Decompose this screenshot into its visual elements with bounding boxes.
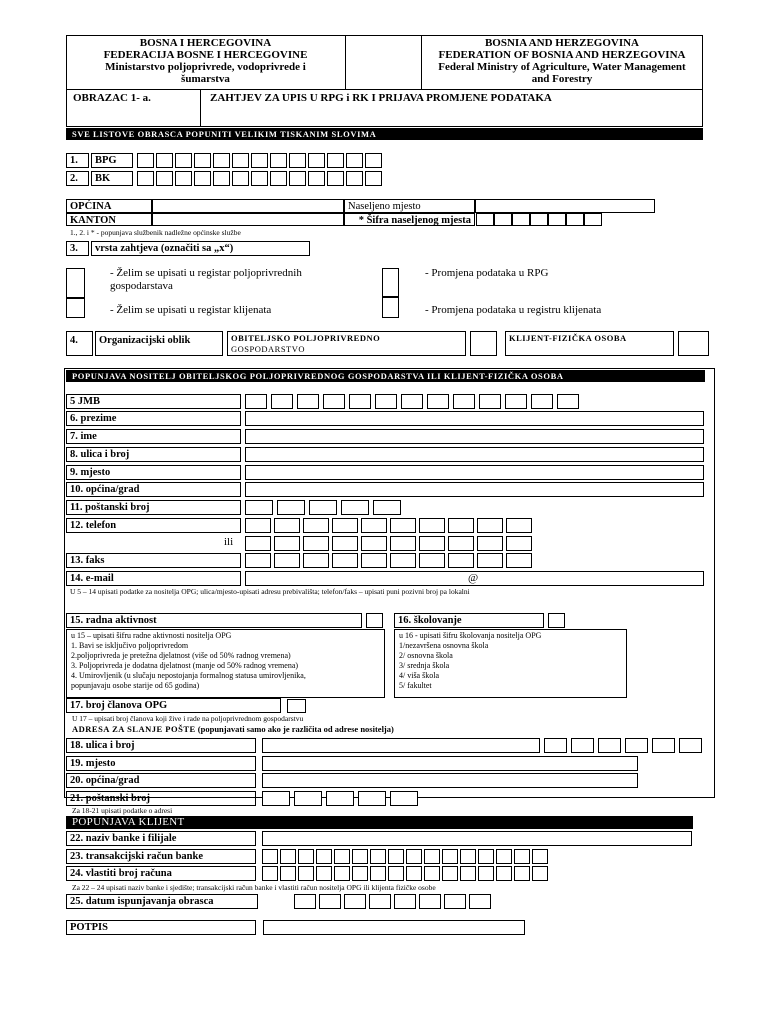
sifra-box[interactable] [530, 213, 548, 226]
datum-box[interactable] [394, 894, 416, 909]
skolovanje-line3: 2/ osnovna škola [399, 651, 453, 660]
telefon-box[interactable] [274, 518, 300, 533]
sec1-num: 1. [66, 153, 89, 168]
adresa-postanski-box[interactable] [326, 791, 354, 806]
vlastiti-racun-box[interactable] [280, 866, 296, 881]
adresa-extra-box[interactable] [625, 738, 648, 753]
telefon-alt-box[interactable] [245, 536, 271, 551]
banka-note: Za 22 – 24 upisati naziv banke i sjedište; transakcijski račun banke i vlastiti račun nositelja OPG ili klijenta fizičke osobe [72, 883, 436, 892]
adresa-extra-box[interactable] [598, 738, 621, 753]
bk-box[interactable] [156, 171, 173, 186]
org-oblik-label: Organizacijski oblik [95, 331, 223, 356]
opcina-label: OPĆINA [66, 199, 152, 213]
jmb-box[interactable] [297, 394, 319, 409]
opcina-input[interactable] [152, 199, 344, 213]
adresa-title-sub: (popunjavati samo ako je različita od adrese nositelja) [195, 724, 394, 734]
adresa-postanski-box[interactable] [358, 791, 386, 806]
transakcijski-racun-box[interactable] [478, 849, 494, 864]
opt-promjena-klijent: - Promjena podataka u registru klijenata [425, 304, 602, 316]
naselje-label: Naseljeno mjesto [344, 199, 475, 213]
header-divider-3 [200, 89, 201, 127]
vlastiti-racun-box[interactable] [262, 866, 278, 881]
aktivnost-line2: 1. Bavi se isključivo poljoprivredom [71, 641, 189, 650]
postanski-broj-box[interactable] [309, 500, 337, 515]
potpis-input[interactable] [263, 920, 525, 935]
transakcijski-racun-box[interactable] [424, 849, 440, 864]
telefon-box[interactable] [361, 518, 387, 533]
header-divider-1 [345, 35, 346, 90]
transakcijski-racun-box[interactable] [514, 849, 530, 864]
sifra-box[interactable] [584, 213, 602, 226]
postanski-broj-label: 11. poštanski broj [66, 500, 241, 515]
header-right-line3: Federal Ministry of Agriculture, Water Management [438, 61, 686, 73]
instruction-bar: SVE LISTOVE OBRASCA POPUNITI VELIKIM TISKANIM SLOVIMA [66, 128, 703, 140]
ili-label: ili [224, 536, 234, 548]
vlastiti-racun-box[interactable] [298, 866, 314, 881]
checkbox-upis-rpg[interactable] [66, 268, 85, 298]
header-left [66, 37, 345, 85]
aktivnost-box [66, 629, 385, 698]
adresa-title-main: ADRESA ZA SLANJE POŠTE [72, 724, 196, 734]
adresa-title [72, 724, 394, 734]
nositelj-bar: POPUNJAVA NOSITELJ OBITELJSKOG POLJOPRIVREDNOG GOSPODARSTVA ILI KLIJENT-FIZIČKA OSOBA [66, 370, 705, 382]
vlastiti-racun-box[interactable] [352, 866, 368, 881]
form-title: ZAHTJEV ZA UPIS U RPG i RK I PRIJAVA PROMJENE PODATAKA [210, 92, 552, 104]
adresa-postanski-box[interactable] [390, 791, 418, 806]
datum-box[interactable] [319, 894, 341, 909]
bpg-box[interactable] [365, 153, 382, 168]
header-right-line4: and Forestry [531, 73, 593, 85]
bk-box[interactable] [251, 171, 268, 186]
jmb-box[interactable] [557, 394, 579, 409]
potpis-label: POTPIS [66, 920, 256, 935]
checkbox-opg[interactable] [470, 331, 497, 356]
prezime-input[interactable] [245, 411, 704, 426]
jmb-box[interactable] [271, 394, 293, 409]
adresa-opcina-input[interactable] [262, 773, 638, 788]
sifra-naselja-label: * Šifra naseljenog mjesta [344, 213, 475, 226]
ime-label: 7. ime [66, 429, 241, 444]
bpg-box[interactable] [308, 153, 325, 168]
telefon-alt-box[interactable] [477, 536, 503, 551]
sec3-num: 3. [66, 241, 89, 256]
transakcijski-racun-box[interactable] [532, 849, 548, 864]
header-left-line3: Ministarstvo poljoprivrede, vodoprivrede i [105, 61, 306, 73]
datum-box[interactable] [444, 894, 466, 909]
bk-box[interactable] [327, 171, 344, 186]
vlastiti-racun-box[interactable] [532, 866, 548, 881]
telefon-alt-box[interactable] [274, 536, 300, 551]
transakcijski-racun-box[interactable] [496, 849, 512, 864]
aktivnost-line4: 3. Poljoprivreda je dodatna djelatnost (manje od 50% radnog vremena) [71, 661, 299, 670]
radna-aktivnost-label: 15. radna aktivnost [66, 613, 362, 628]
mjesto-input[interactable] [245, 465, 704, 480]
faks-box[interactable] [448, 553, 474, 568]
checkbox-klijent[interactable] [678, 331, 709, 356]
vlastiti-racun-box[interactable] [424, 866, 440, 881]
telefon-box[interactable] [390, 518, 416, 533]
bk-box[interactable] [137, 171, 154, 186]
vrsta-zahtjeva-label: vrsta zahtjeva (označiti sa „x“) [91, 241, 310, 256]
opt-upis-klijent: - Želim se upisati u registar klijenata [110, 304, 272, 316]
bk-label: BK [91, 171, 133, 186]
kanton-label: KANTON [66, 213, 152, 226]
telefon-label: 12. telefon [66, 518, 241, 533]
faks-box[interactable] [477, 553, 503, 568]
telefon-box[interactable] [419, 518, 445, 533]
bpg-box[interactable] [213, 153, 230, 168]
broj-clanova-input[interactable] [287, 699, 306, 713]
bpg-box[interactable] [327, 153, 344, 168]
transakcijski-racun-box[interactable] [352, 849, 368, 864]
vlastiti-racun-box[interactable] [316, 866, 332, 881]
faks-box[interactable] [361, 553, 387, 568]
faks-box[interactable] [419, 553, 445, 568]
jmb-box[interactable] [531, 394, 553, 409]
checkbox-upis-klijent[interactable] [66, 298, 85, 318]
transakcijski-racun-label: 23. transakcijski račun banke [66, 849, 256, 864]
broj-clanova-note: U 17 – upisati broj članova koji žive i rade na poljoprivrednom gospodarstvu [72, 714, 304, 723]
datum-box[interactable] [419, 894, 441, 909]
sec4-num: 4. [66, 331, 93, 356]
faks-box[interactable] [390, 553, 416, 568]
adresa-extra-box[interactable] [571, 738, 594, 753]
jmb-box[interactable] [349, 394, 371, 409]
bk-box[interactable] [175, 171, 192, 186]
bk-box[interactable] [213, 171, 230, 186]
opt-promjena-rpg: - Promjena podataka u RPG [425, 267, 549, 279]
klijent-option: KLIJENT-FIZIČKA OSOBA [505, 331, 674, 356]
adresa-postanski-box[interactable] [294, 791, 322, 806]
transakcijski-racun-box[interactable] [334, 849, 350, 864]
vlastiti-racun-box[interactable] [370, 866, 386, 881]
skolovanje-label: 16. školovanje [394, 613, 544, 628]
bpg-box[interactable] [251, 153, 268, 168]
jmb-box[interactable] [375, 394, 397, 409]
bk-box[interactable] [270, 171, 287, 186]
telefon-box[interactable] [477, 518, 503, 533]
transakcijski-racun-box[interactable] [280, 849, 296, 864]
jmb-box[interactable] [479, 394, 501, 409]
transakcijski-racun-box[interactable] [316, 849, 332, 864]
opg-option-line2: GOSPODARSTVO [231, 344, 306, 354]
bpg-box[interactable] [270, 153, 287, 168]
sifra-box[interactable] [512, 213, 530, 226]
datum-box[interactable] [344, 894, 366, 909]
mjesto-label: 9. mjesto [66, 465, 241, 480]
email-at-sign: @ [468, 572, 479, 584]
skolovanje-box [394, 629, 627, 698]
bpg-box[interactable] [232, 153, 249, 168]
ulica-broj-label: 8. ulica i broj [66, 447, 241, 462]
vlastiti-racun-box[interactable] [460, 866, 476, 881]
bpg-box[interactable] [289, 153, 306, 168]
checkbox-promjena-klijent[interactable] [382, 297, 399, 318]
telefon-alt-box[interactable] [361, 536, 387, 551]
bpg-box[interactable] [156, 153, 173, 168]
telefon-alt-box[interactable] [332, 536, 358, 551]
checkbox-promjena-rpg[interactable] [382, 268, 399, 297]
transakcijski-racun-box[interactable] [298, 849, 314, 864]
faks-box[interactable] [332, 553, 358, 568]
sec2-num: 2. [66, 171, 89, 186]
naziv-banke-label: 22. naziv banke i filijale [66, 831, 256, 846]
aktivnost-line5: 4. Umirovljenik (u slučaju nepostojanja formalnog statusa umirovljenika, [71, 671, 306, 680]
skolovanje-line1: u 16 - upisati šifru školovanja nositelja OPG [399, 631, 542, 640]
postanski-broj-box[interactable] [245, 500, 273, 515]
skolovanje-line6: 5/ fakultet [399, 681, 432, 690]
skolovanje-line4: 3/ srednja škola [399, 661, 450, 670]
vlastiti-racun-label: 24. vlastiti broj računa [66, 866, 256, 881]
opt-upis-rpg-line2: gospodarstava [110, 280, 173, 292]
opt-upis-rpg [110, 267, 302, 293]
ime-input[interactable] [245, 429, 704, 444]
broj-clanova-label: 17. broj članova OPG [66, 698, 281, 713]
opcina-grad-label: 10. općina/grad [66, 482, 241, 497]
opt-upis-rpg-line1: - Želim se upisati u registar poljoprivrednih [110, 267, 302, 279]
prezime-label: 6. prezime [66, 411, 241, 426]
aktivnost-line6: popunjavaju osobe starije od 65 godina) [71, 681, 200, 690]
telefon-box[interactable] [303, 518, 329, 533]
naziv-banke-input[interactable] [262, 831, 692, 846]
bpg-box[interactable] [137, 153, 154, 168]
adresa-extra-box[interactable] [544, 738, 567, 753]
transakcijski-racun-box[interactable] [262, 849, 278, 864]
adresa-mjesto-input[interactable] [262, 756, 638, 771]
adresa-extra-box[interactable] [679, 738, 702, 753]
telefon-alt-box[interactable] [419, 536, 445, 551]
telefon-alt-box[interactable] [448, 536, 474, 551]
vlastiti-racun-box[interactable] [334, 866, 350, 881]
bk-box[interactable] [194, 171, 211, 186]
skolovanje-line2: 1/nezavršena osnovna škola [399, 641, 489, 650]
vlastiti-racun-box[interactable] [496, 866, 512, 881]
form-code: OBRAZAC 1- a. [73, 92, 151, 104]
faks-box[interactable] [274, 553, 300, 568]
skolovanje-line5: 4/ viša škola [399, 671, 439, 680]
header-left-line2: FEDERACIJA BOSNE I HERCEGOVINE [103, 49, 308, 61]
adresa-note: Za 18-21 upisati podatke o adresi [72, 806, 173, 815]
vlastiti-racun-box[interactable] [478, 866, 494, 881]
jmb-box[interactable] [427, 394, 449, 409]
opcina-grad-input[interactable] [245, 482, 704, 497]
sifra-box[interactable] [476, 213, 494, 226]
naselje-input[interactable] [475, 199, 655, 213]
opcina-note: 1., 2. i * - popunjava službenik nadležne općinske službe [70, 228, 241, 237]
opg-option [227, 331, 466, 356]
faks-box[interactable] [245, 553, 271, 568]
faks-box[interactable] [506, 553, 532, 568]
datum-box[interactable] [469, 894, 491, 909]
datum-label: 25. datum ispunjavanja obrasca [66, 894, 258, 909]
telefon-alt-box[interactable] [390, 536, 416, 551]
datum-box[interactable] [369, 894, 391, 909]
header-right [421, 37, 703, 85]
sifra-box[interactable] [548, 213, 566, 226]
jmb-box[interactable] [505, 394, 527, 409]
adresa-ulica-input[interactable] [262, 738, 540, 753]
jmb-box[interactable] [245, 394, 267, 409]
adresa-postanski-label: 21. poštanski broj [66, 791, 256, 806]
header-right-line2: FEDERATION OF BOSNIA AND HERZEGOVINA [438, 49, 686, 61]
opg-option-line1: OBITELJSKO POLJOPRIVREDNO [231, 333, 381, 343]
datum-box[interactable] [294, 894, 316, 909]
bpg-label: BPG [91, 153, 133, 168]
sifra-box[interactable] [494, 213, 512, 226]
transakcijski-racun-box[interactable] [370, 849, 386, 864]
kanton-input[interactable] [152, 213, 344, 226]
klijent-bar: POPUNJAVA KLIJENT [66, 816, 693, 829]
vlastiti-racun-box[interactable] [388, 866, 404, 881]
jmb-label: 5 JMB [66, 394, 241, 409]
bk-box[interactable] [289, 171, 306, 186]
telefon-box[interactable] [332, 518, 358, 533]
bk-box[interactable] [365, 171, 382, 186]
header-left-line4: šumarstva [181, 73, 230, 85]
bpg-box[interactable] [194, 153, 211, 168]
faks-label: 13. faks [66, 553, 241, 568]
jmb-box[interactable] [453, 394, 475, 409]
faks-box[interactable] [303, 553, 329, 568]
vlastiti-racun-box[interactable] [442, 866, 458, 881]
jmb-box[interactable] [323, 394, 345, 409]
bk-box[interactable] [232, 171, 249, 186]
adresa-extra-box[interactable] [652, 738, 675, 753]
transakcijski-racun-box[interactable] [460, 849, 476, 864]
postanski-broj-box[interactable] [373, 500, 401, 515]
telefon-alt-box[interactable] [506, 536, 532, 551]
email-label: 14. e-mail [66, 571, 241, 586]
telefon-alt-box[interactable] [303, 536, 329, 551]
transakcijski-racun-box[interactable] [442, 849, 458, 864]
bk-box[interactable] [308, 171, 325, 186]
skolovanje-input[interactable] [548, 613, 565, 628]
postanski-broj-box[interactable] [277, 500, 305, 515]
ulica-broj-input[interactable] [245, 447, 704, 462]
bpg-box[interactable] [175, 153, 192, 168]
telefon-box[interactable] [448, 518, 474, 533]
telefon-box[interactable] [506, 518, 532, 533]
adresa-postanski-box[interactable] [262, 791, 290, 806]
jmb-box[interactable] [401, 394, 423, 409]
bpg-box[interactable] [346, 153, 363, 168]
transakcijski-racun-box[interactable] [406, 849, 422, 864]
sifra-box[interactable] [566, 213, 584, 226]
radna-aktivnost-input[interactable] [366, 613, 383, 628]
vlastiti-racun-box[interactable] [514, 866, 530, 881]
postanski-broj-box[interactable] [341, 500, 369, 515]
vlastiti-racun-box[interactable] [406, 866, 422, 881]
telefon-box[interactable] [245, 518, 271, 533]
adresa-mjesto-label: 19. mjesto [66, 756, 256, 771]
aktivnost-line1: u 15 – upisati šifru radne aktivnosti nositelja OPG [71, 631, 232, 640]
header-hline [66, 89, 703, 90]
header-right-line1: BOSNIA AND HERZEGOVINA [484, 37, 640, 49]
adresa-opcina-label: 20. općina/grad [66, 773, 256, 788]
transakcijski-racun-box[interactable] [388, 849, 404, 864]
note-5-14: U 5 – 14 upisati podatke za nositelja OPG; ulica/mjesto-upisati adresu prebivališta; telefon/faks – upisati puni pozivni broj pa lokalni [70, 587, 470, 596]
header-left-line1: BOSNA I HERCEGOVINA [139, 37, 272, 49]
adresa-ulica-label: 18. ulica i broj [66, 738, 256, 753]
aktivnost-line3: 2.poljoprivreda je pretežna djelatnost (više od 50% radnog vremena) [71, 651, 291, 660]
bk-box[interactable] [346, 171, 363, 186]
